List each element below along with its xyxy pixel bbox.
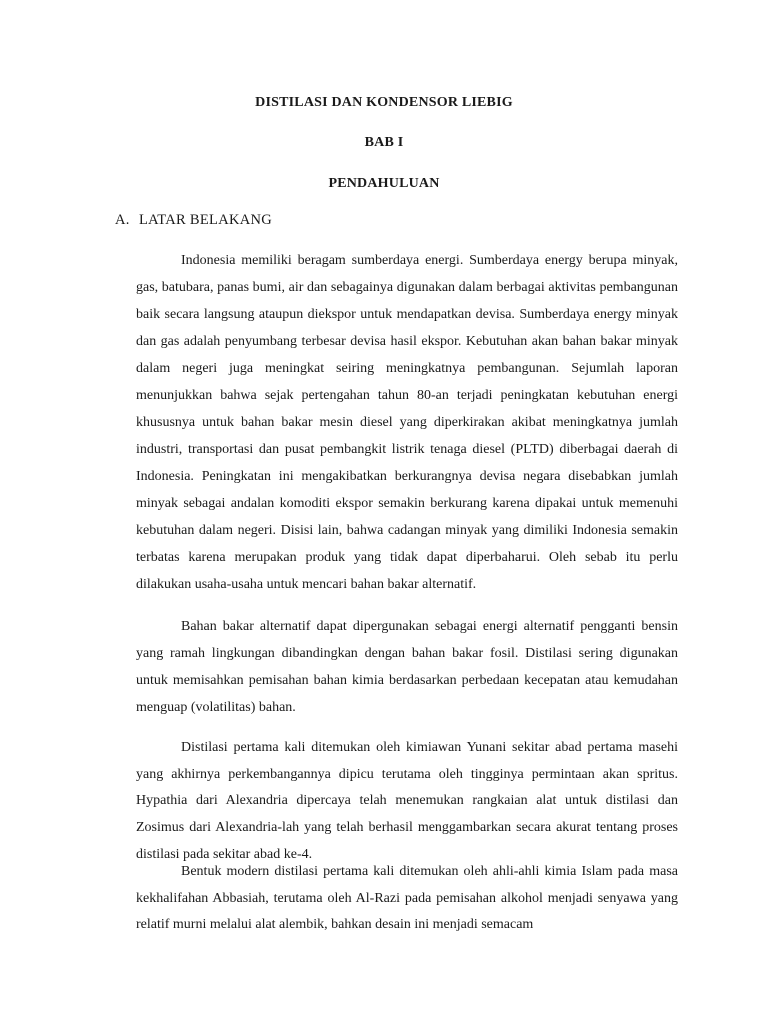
paragraph [136, 613, 678, 721]
paragraph-text: Distilasi pertama kali ditemukan oleh kimiawan Yunani sekitar abad pertama masehi yang akhirnya perkembangannya dipicu terutama oleh tingginya permintaan akan spritus. Hypathia dari Alexandria dipercaya telah menemukan rangkaian alat untuk distilasi dan Zosimus dari Alexandria-lah yang telah berhasil menggambarkan secara akurat tentang proses distilasi pada sekitar abad ke-4. [136, 740, 678, 862]
chapter-number: BAB I [364, 135, 404, 150]
chapter-title: PENDAHULUAN [328, 176, 440, 191]
paragraph [136, 247, 678, 598]
paragraph-text: Bentuk modern distilasi pertama kali ditemukan oleh ahli-ahli kimia Islam pada masa kekhalifahan Abbasiah, terutama oleh Al-Razi pada pemisahan alkohol menjadi senyawa yang relatif murni melalui alat alembik, bahkan desain ini menjadi semacam [136, 864, 678, 932]
paragraph-text: Bahan bakar alternatif dapat dipergunakan sebagai energi alternatif pengganti bensin yang ramah lingkungan dibandingkan dengan bahan bakar fosil. Distilasi sering digunakan untuk memisahkan pemisahan bahan kimia berdasarkan perbedaan kecepatan atau kemudahan menguap (volatilitas) bahan. [136, 619, 678, 715]
paragraph-text: Indonesia memiliki beragam sumberdaya energi. Sumberdaya energy berupa minyak, gas, batubara, panas bumi, air dan sebagainya digunakan dalam berbagai aktivitas pembangunan baik secara langsung ataupun diekspor untuk mendapatkan devisa. Sumberdaya energy minyak dan gas adalah penyumbang terbesar devisa hasil ekspor. Kebutuhan akan bahan bakar minyak dalam negeri juga meningkat seiring meningkatnya pembangunan. Sejumlah laporan menunjukkan bahwa sejak pertengahan tahun 80-an terjadi peningkatan kebutuhan energi khususnya untuk bahan bakar mesin diesel yang diperkirakan akibat meningkatnya jumlah industri, transportasi dan pusat pembangkit listrik tenaga diesel (PLTD) diberbagai daerah di Indonesia. Peningkatan ini mengakibatkan berkurangnya devisa negara disebabkan jumlah minyak sebagai andalan komoditi ekspor semakin berkurang karena dipakai untuk memenuhi kebutuhan dalam negeri. Disisi lain, bahwa cadangan minyak yang dimiliki Indonesia semakin terbatas karena merupakan produk yang tidak dapat diperbaharui. Oleh sebab itu perlu dilakukan usaha-usaha untuk mencari bahan bakar alternatif. [136, 253, 678, 592]
section-title: LATAR BELAKANG [138, 212, 273, 228]
paragraph [136, 859, 678, 939]
section-heading [115, 212, 272, 229]
paragraph [136, 735, 678, 869]
document-title: DISTILASI DAN KONDENSOR LIEBIG [255, 95, 513, 110]
section-letter: A. [115, 212, 130, 228]
